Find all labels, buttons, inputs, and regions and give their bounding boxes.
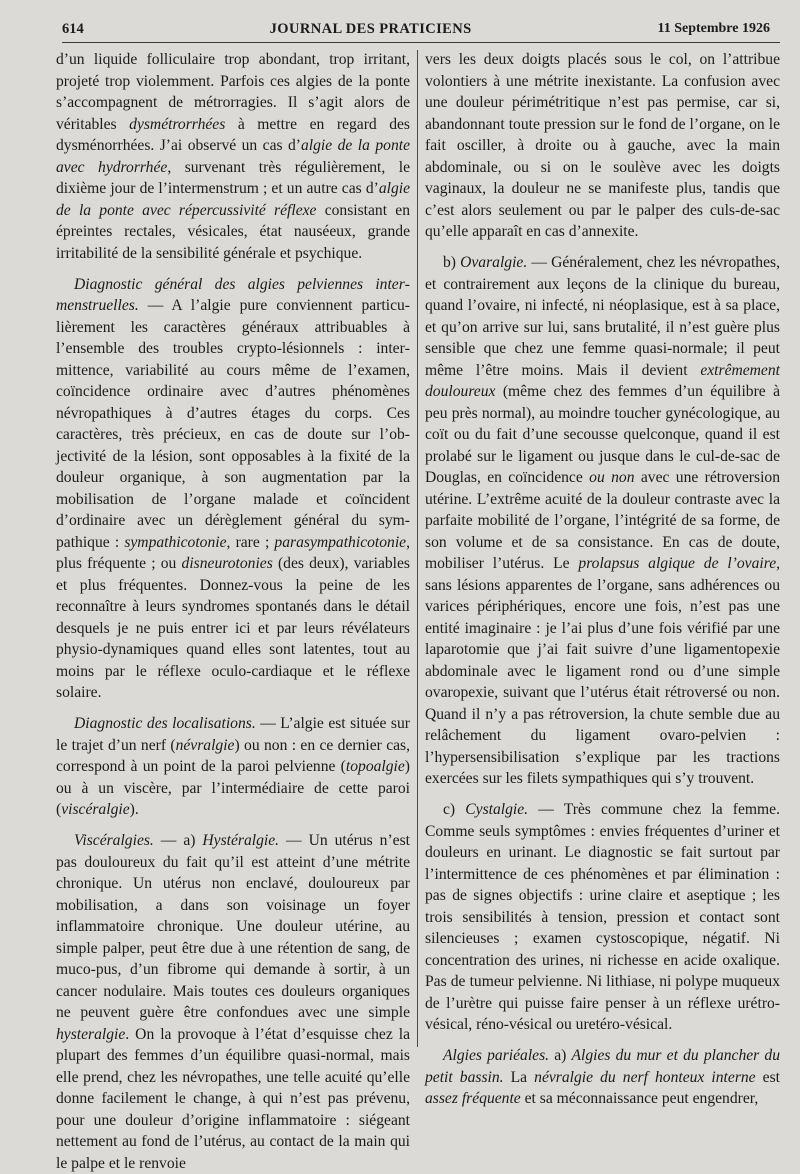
header-rule [62,42,780,43]
journal-title: JOURNAL DES PRATICIENS [269,20,472,37]
page-number: 614 [62,20,84,37]
paragraph-ponte-continuation: d’un liquide folliculaire trop abondant, trop irritant, projeté trop violemment. Parfois ces algies de la ponte s’accompagnent de métrorragies. Il s’agit alors de véritables dysmétrorrhées à mettre en regard des dysménorrhées. J’ai observé un cas d’algie de la ponte avec hydrorrhée, survenant très régulièrement, le dixième jour de l’intermenstrum ; et un autre cas d’algie de la ponte avec répercussivité réflexe consistant en épreintes rectales, vésicales, état nauséeux, grande irritabilité de la sensibilité générale et psychique. [56,51,410,262]
issue-date: 11 Septembre 1926 [657,21,770,36]
paragraph-hysteralgie-continuation: vers les deux doigts placés sous le col, on l’attribue volontiers à une métrite inexistante. La confusion avec une douleur périmétritique n’est pas permise, car si, abandonnant toute pression sur le fond de l’organe, on le fait osciller, à droite ou à gauche, avec la main abdominale, ou si on le soulève avec les doigts vaginaux, la douleur ne se manifeste plus, tandis que c’est alors seulement ou par le palper des culs-de-sac qu’elle apparaît en cas d’annexite. [425,51,780,240]
paragraph-cystalgie: c) Cystalgie. — Très commune chez la femme. Comme seuls symptômes : envies fréquentes d’uriner et douleurs en urinant. Le diagnostic se fait surtout par l’intermittence de ces phénomènes et par élimination : pas de signes objectifs : urine claire et aseptique ; les trois sensibilités à tension, pression et contact sont silencieuses ; examen cystoscopique, négatif. Ni concentration des urines, ni richesse en acide oxalique. Pas de tumeur pelvienne. Ni lithiase, ni polype muqueux de l’urètre qui puisse faire penser à un réflexe urétro-vésical, réno-vésical ou uretéro-vésical. [425,801,780,1033]
column-divider [417,50,418,1047]
paragraph-diagnostic-localisations: Diagnostic des localisations. — L’algie est située sur le trajet d’un nerf (névralgie) ou non : en ce dernier cas, correspond à un point de la paroi pelvienne (topoalgie) ou à un viscère, par l’intermédiaire de cette paroi (viscéralgie). [56,715,410,818]
paragraph-diagnostic-general: Diagnostic général des algies pelviennes intermenstruelles. — A l’algie pure conviennent particulièrement les caractères généraux attribuables à l’ensemble des troubles crypto-lésionnels : intermittence, variabilité au cours même de l’examen, coïncidence ordinaire avec d’autres phénomènes névropathiques à d’autres étages du corps. Ces caractères, très précieux, en cas de doute sur l’objectivité de la lésion, sont opposables à la fixité de la douleur organique, à son augmentation par la mobilisation de l’organe malade et coïncident d’ordinaire avec un dérèglement général du sympathique : sympathicotonie, rare ; parasympathicotonie, plus fréquente ; ou disneurotonies (des deux), variables et plus fréquentes. Donnez-vous la peine de les reconnaître à leurs syndromes spontanés dans le détail desquels je ne puis entrer ici et par leurs révélateurs physio-dynamiques quand elles sont latentes, tout au moins par le réflexe oculo-cardiaque et le réflexe solaire. [56,275,410,701]
paragraph-ovaralgie: b) Ovaralgie. — Généralement, chez les névropathes, et contrairement aux leçons de la clinique du bureau, quand l’ovaire, ni infecté, ni néoplasique, est à sa place, et qu’on arrive sur lui, sans brutalité, il n’est guère plus sensible que chez une femme quasi-normale; il peut même l’être moins. Mais il devient extrêmement douloureux (même chez des femmes d’un équilibre à peu près normal), au moindre toucher gynécologique, au coït ou du fait d’une secousse quelconque, quand il est prolabé sur le ligament ou jusque dans le cul-de-sac de Douglas, en coïncidence ou non avec une rétroversion utérine. L’extrême acuité de la douleur contraste avec la parfaite mobilité de l’organe, l’intégrité de sa forme, de son volume et de sa consistance. En cas de doute, mobiliser l’utérus. Le prolapsus algique de l’ovaire, sans lésions apparentes de l’organe, sans adhérences ou varices périphériques, encore une fois, n’est pas une entité imaginaire : je l’ai plus d’une fois vérifié par une laparotomie que j’ai fait suivre d’une ligamentopexie abdominale avec le ligament rond ou d’une simple ovaropexie, suivant que l’utérus était rétroversé ou non. Quand il n’y a pas rétroversion, la chute semble due au relâchement du ligament ovaro-pelvien : l’hypersensibilisation s’explique par les tractions exercées sur les filets sympathiques qui s’y trouvent. [425,254,781,787]
running-header [62,18,770,40]
right-column [425,49,780,1110]
paragraph-algies-pariales: Algies pariéales. a) Algies du mur et du plancher du petit bassin. La névralgie du nerf honteux interne est assez fréquente et sa méconnaissance peut engendrer, [425,1047,781,1107]
left-column [56,49,410,1174]
paragraph-visceralgies: Viscéralgies. — a) Hystéralgie. — Un utérus n’est pas douloureux du fait qu’il est atteint d’une métrite chronique. Un utérus non enclavé, douloureux par mobilisation, a dans son voisinage un foyer inflammatoire chronique. Une douleur utérine, au simple palper, peut être due à une rétention de sang, de muco-pus, d’un fibrome qui demande à sortir, à un cancer nodulaire. Mais toutes ces douleurs organiques ne peuvent guère être confondues avec une simple hysteralgie. On la provoque à l’état d’esquisse chez la plupart des femmes d’un équilibre quasi-normal, mais elle prend, chez les névropathes, une telle acuité qu’elle donne facilement le change, à qui n’est pas prévenu, pour une douleur d’origine inflammatoire : siégeant nettement au fond de l’utérus, au contact de la main qui le palpe et le renvoie [56,832,410,1172]
